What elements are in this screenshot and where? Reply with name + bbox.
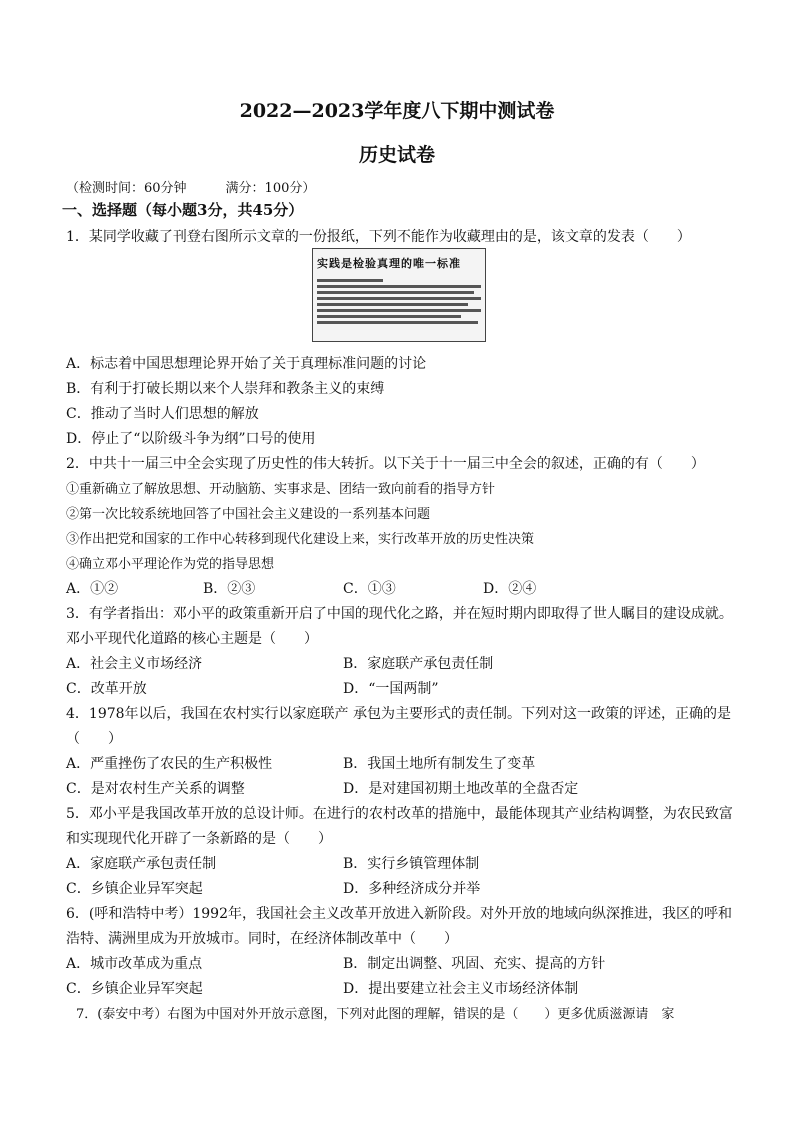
q2-statement-4: ④确立邓小平理论作为党的指导思想 <box>66 557 275 572</box>
q2-statement-1: ①重新确立了解放思想、开动脑筋、实事求是、团结一致向前看的指导方针 <box>66 482 496 497</box>
q4-stem-line2: （ ） <box>66 731 122 747</box>
q1-figure-headline: 实践是检验真理的唯一标准 <box>317 257 461 270</box>
q2-option-c: C．①③ <box>343 581 396 597</box>
q1-newspaper-figure <box>312 248 486 342</box>
q4-option-b: B．我国土地所有制发生了变革 <box>343 756 536 772</box>
q4-stem-line1: 4．1978年以后，我国在农村实行以家庭联产 承包为主要形式的责任制。下列对这一政策的评述，正确的是 <box>66 706 731 722</box>
exam-info: （检测时间：60分钟 满分：100分） <box>66 181 316 196</box>
q5-stem-line2: 和实现现代化开辟了一条新路的是（ ） <box>66 831 332 847</box>
exam-subtitle: 历史试卷 <box>358 144 435 166</box>
q2-option-b: B．②③ <box>203 581 256 597</box>
q2-option-d: D．②④ <box>483 581 537 597</box>
q6-stem-line2: 浩特、满洲里成为开放城市。同时，在经济体制改革中（ ） <box>66 931 458 947</box>
section-heading: 一、选择题（每小题3分，共45分） <box>62 201 304 219</box>
q1-option-c: C．推动了当时人们思想的解放 <box>66 406 259 422</box>
q6-option-d: D．提出要建立社会主义市场经济体制 <box>343 981 579 997</box>
q1-option-a: A．标志着中国思想理论界开始了关于真理标准问题的讨论 <box>66 356 427 372</box>
q3-option-a: A．社会主义市场经济 <box>66 656 203 672</box>
q2-option-a: A．①② <box>66 581 119 597</box>
q5-option-d: D．多种经济成分并举 <box>343 881 481 897</box>
q2-statement-3: ③作出把党和国家的工作中心转移到现代化建设上来，实行改革开放的历史性决策 <box>66 532 535 547</box>
q7-stem: 7．(泰安中考）右图为中国对外开放示意图，下列对此图的理解，错误的是（ ）更多优质滋源请 家 <box>76 1007 675 1022</box>
q5-option-c: C．乡镇企业异军突起 <box>66 881 203 897</box>
exam-title: 2022—2023学年度八下期中测试卷 <box>239 100 555 122</box>
q5-option-a: A．家庭联产承包责任制 <box>66 856 217 872</box>
q1-option-b: B．有利于打破长期以来个人崇拜和教条主义的束缚 <box>66 381 385 397</box>
q6-option-a: A．城市改革成为重点 <box>66 956 203 972</box>
q6-stem-line1: 6．(呼和浩特中考）1992年，我国社会主义改革开放进入新阶段。对外开放的地域向纵深推进，我区的呼和 <box>66 906 732 922</box>
q4-option-c: C．是对农村生产关系的调整 <box>66 781 245 797</box>
q6-option-b: B．制定出调整、巩固、充实、提高的方针 <box>343 956 606 972</box>
q1-figure-text-lines <box>317 279 481 327</box>
q3-stem-line2: 邓小平现代化道路的核心主题是（ ） <box>66 631 318 647</box>
q3-option-c: C．改革开放 <box>66 681 147 697</box>
q6-option-c: C．乡镇企业异军突起 <box>66 981 203 997</box>
q3-stem-line1: 3．有学者指出：邓小平的政策重新开启了中国的现代化之路，并在短时期内即取得了世人瞩目的建设成就。 <box>66 606 733 622</box>
q4-option-d: D．是对建国初期土地改革的全盘否定 <box>343 781 579 797</box>
q5-option-b: B．实行乡镇管理体制 <box>343 856 480 872</box>
q3-option-b: B．家庭联产承包责任制 <box>343 656 494 672</box>
q5-stem-line1: 5．邓小平是我国改革开放的总设计师。在进行的农村改革的措施中，最能体现其产业结构调整，为农民致富 <box>66 806 733 822</box>
q2-statement-2: ②第一次比较系统地回答了中国社会主义建设的一系列基本问题 <box>66 507 431 522</box>
q1-stem: 1．某同学收藏了刊登右图所示文章的一份报纸，下列不能作为收藏理由的是，该文章的发表（ ） <box>66 229 691 245</box>
q4-option-a: A．严重挫伤了农民的生产积极性 <box>66 756 273 772</box>
q2-stem: 2．中共十一届三中全会实现了历史性的伟大转折。以下关于十一届三中全会的叙述，正确的有（ ） <box>66 456 705 472</box>
q3-option-d: D．“一国两制” <box>343 681 439 697</box>
q1-option-d: D．停止了“以阶级斗争为纲”口号的使用 <box>66 431 316 447</box>
